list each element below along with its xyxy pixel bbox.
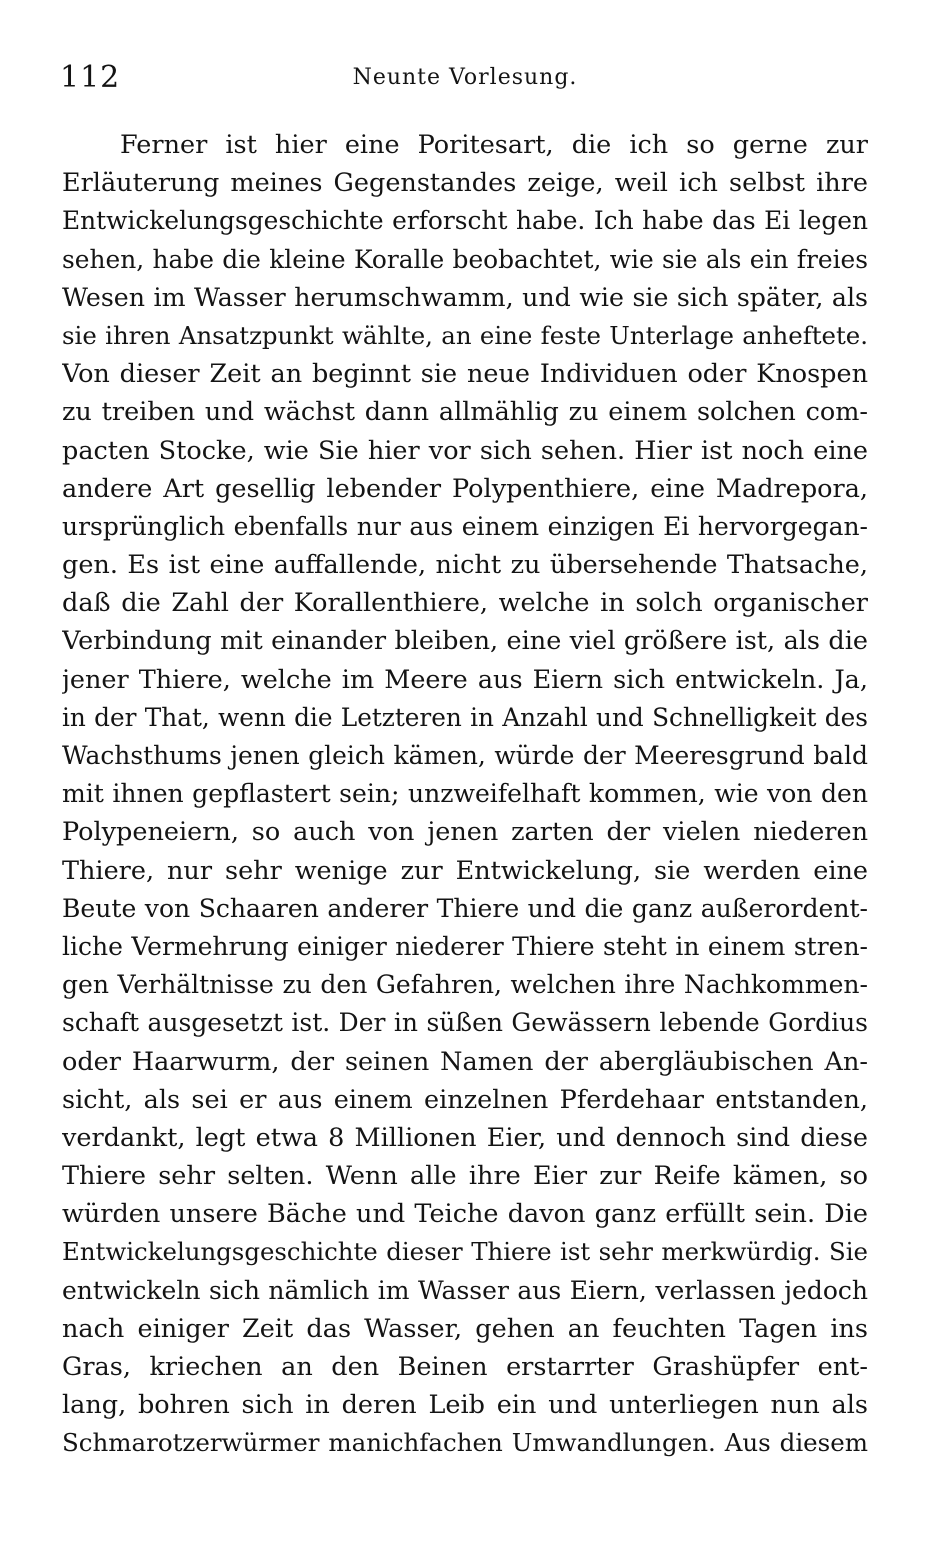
text-line: sicht, als sei er aus einem einzelnen Pferdehaar entstanden, [62, 1084, 868, 1115]
text-line: liche Vermehrung einiger niederer Thiere steht in einem stren- [62, 931, 868, 961]
body-text [62, 126, 868, 1463]
text-line: lang, bohren sich in deren Leib ein und unterliegen nun als [62, 1390, 868, 1421]
text-line: Entwickelungsgeschichte dieser Thiere ist sehr merkwürdig. Sie [62, 1237, 868, 1267]
text-line: mit ihnen gepflastert sein; unzweifelhaft kommen, wie von den [62, 779, 868, 809]
chapter-title: Neunte Vorlesung. [352, 65, 578, 90]
text-line: Entwickelungsgeschichte erforscht habe. Ich habe das Ei legen [62, 206, 868, 236]
text-line: würden unsere Bäche und Teiche davon ganz erfüllt sein. Die [62, 1199, 868, 1230]
text-line: Wachsthums jenen gleich kämen, würde der Meeresgrund bald [62, 741, 868, 770]
text-line: Gras, kriechen an den Beinen erstarrter Grashüpfer ent- [62, 1352, 868, 1382]
text-line: Beute von Schaaren anderer Thiere und die ganz außerordent- [62, 893, 868, 923]
text-line: Schmarotzerwürmer manichfachen Umwandlungen. Aus diesem [62, 1428, 868, 1458]
text-line: Wesen im Wasser herumschwamm, und wie sie sich später, als [62, 282, 868, 312]
text-line: Von dieser Zeit an beginnt sie neue Individuen oder Knospen [62, 359, 868, 390]
text-line: Erläuterung meines Gegenstandes zeige, weil ich selbst ihre [62, 168, 868, 199]
text-line: zu treiben und wächst dann allmählig zu einem solchen com- [62, 397, 868, 428]
text-line: Thiere, nur sehr wenige zur Entwickelung, sie werden eine [62, 855, 868, 886]
text-line: verdankt, legt etwa 8 Millionen Eier, und dennoch sind diese [62, 1122, 868, 1153]
text-line: Ferner ist hier eine Poritesart, die ich so gerne zur [120, 130, 868, 160]
text-line: oder Haarwurm, der seinen Namen der abergläubischen An- [62, 1046, 868, 1077]
text-line: Thiere sehr selten. Wenn alle ihre Eier zur Reife kämen, so [62, 1161, 868, 1192]
page-number: 112 [60, 60, 121, 95]
text-line: daß die Zahl der Korallenthiere, welche in solch organischer [62, 588, 868, 619]
text-line: in der That, wenn die Letzteren in Anzahl und Schnelligkeit des [62, 702, 868, 732]
text-line: andere Art gesellig lebender Polypenthiere, eine Madrepora, [62, 473, 868, 504]
text-line: entwickeln sich nämlich im Wasser aus Eiern, verlassen jedoch [62, 1275, 868, 1305]
text-line: Verbindung mit einander bleiben, eine viel größere ist, als die [62, 626, 868, 657]
text-line: sehen, habe die kleine Koralle beobachtet, wie sie als ein freies [62, 244, 868, 274]
text-line: nach einiger Zeit das Wasser, gehen an feuchten Tagen ins [62, 1313, 868, 1344]
text-line: Polypeneiern, so auch von jenen zarten der vielen niederen [62, 817, 868, 848]
text-line: ursprünglich ebenfalls nur aus einem einzigen Ei hervorgegan- [62, 511, 868, 541]
text-line: sie ihren Ansatzpunkt wählte, an eine feste Unterlage anheftete. [62, 320, 868, 350]
text-line: schaft ausgesetzt ist. Der in süßen Gewässern lebende Gordius [62, 1008, 868, 1038]
text-line: gen. Es ist eine auffallende, nicht zu übersehende Thatsache, [62, 550, 868, 581]
text-line: jener Thiere, welche im Meere aus Eiern sich entwickeln. Ja, [62, 664, 868, 695]
text-line: gen Verhältnisse zu den Gefahren, welchen ihre Nachkommen- [62, 970, 868, 1000]
text-line: pacten Stocke, wie Sie hier vor sich sehen. Hier ist noch eine [62, 435, 868, 466]
running-head [60, 58, 870, 98]
